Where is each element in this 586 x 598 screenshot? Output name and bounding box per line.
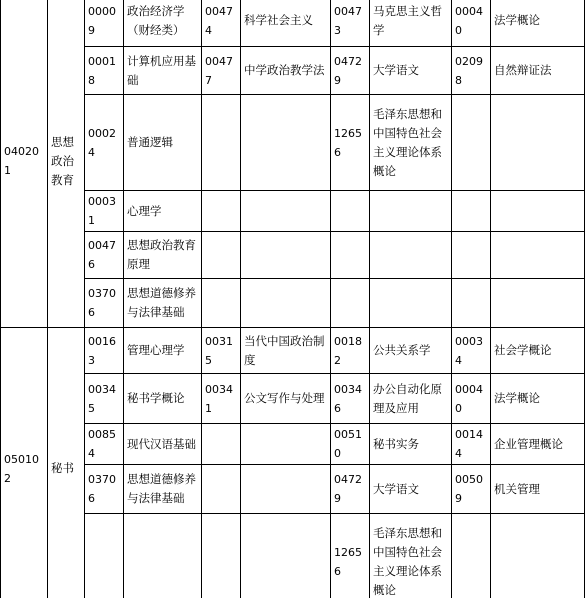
course-code: 00477 — [202, 47, 241, 95]
course-code: 12656 — [331, 514, 370, 598]
table-row — [1, 191, 585, 232]
course-code: 00034 — [452, 328, 491, 374]
course-code: 00345 — [85, 374, 124, 424]
course-code: 00040 — [452, 374, 491, 424]
course-name — [370, 279, 452, 328]
course-code — [452, 191, 491, 232]
course-code: 00040 — [452, 0, 491, 47]
course-code: 00009 — [85, 0, 124, 47]
course-code: 04729 — [331, 465, 370, 514]
course-name: 管理心理学 — [124, 328, 202, 374]
course-code — [202, 279, 241, 328]
course-name: 思想道德修养与法律基础 — [124, 465, 202, 514]
course-code: 00476 — [85, 232, 124, 279]
course-code: 04729 — [331, 47, 370, 95]
course-code: 00018 — [85, 47, 124, 95]
course-name — [241, 191, 331, 232]
course-name: 法学概论 — [491, 0, 585, 47]
course-code: 00473 — [331, 0, 370, 47]
course-code — [452, 279, 491, 328]
table-row — [1, 465, 585, 514]
course-name: 心理学 — [124, 191, 202, 232]
course-name: 法学概论 — [491, 374, 585, 424]
course-code: 00341 — [202, 374, 241, 424]
course-code — [202, 424, 241, 465]
course-code: 00346 — [331, 374, 370, 424]
course-name — [241, 279, 331, 328]
table-row — [1, 47, 585, 95]
course-code — [202, 95, 241, 191]
course-code — [202, 232, 241, 279]
table-row — [1, 374, 585, 424]
course-name: 大学语文 — [370, 465, 452, 514]
course-name: 毛泽东思想和中国特色社会主义理论体系概论 — [370, 514, 452, 598]
course-code: 03706 — [85, 465, 124, 514]
course-name — [491, 232, 585, 279]
course-name: 中学政治教学法 — [241, 47, 331, 95]
course-name — [241, 514, 331, 598]
course-code — [331, 191, 370, 232]
course-name: 思想道德修养与法律基础 — [124, 279, 202, 328]
course-code: 03706 — [85, 279, 124, 328]
course-code — [452, 232, 491, 279]
course-code: 12656 — [331, 95, 370, 191]
course-name: 社会学概论 — [491, 328, 585, 374]
course-code: 02098 — [452, 47, 491, 95]
course-code — [331, 232, 370, 279]
course-code — [331, 279, 370, 328]
course-code: 00024 — [85, 95, 124, 191]
course-code: 00031 — [85, 191, 124, 232]
course-name: 政治经济学（财经类） — [124, 0, 202, 47]
course-name: 思想政治教育原理 — [124, 232, 202, 279]
course-name: 大学语文 — [370, 47, 452, 95]
course-name: 计算机应用基础 — [124, 47, 202, 95]
course-code — [202, 191, 241, 232]
course-name — [491, 514, 585, 598]
course-name — [241, 465, 331, 514]
table-row — [1, 424, 585, 465]
course-name — [370, 232, 452, 279]
course-name: 秘书学概论 — [124, 374, 202, 424]
course-name: 现代汉语基础 — [124, 424, 202, 465]
course-code — [85, 514, 124, 598]
course-name: 自然辩证法 — [491, 47, 585, 95]
course-name: 秘书实务 — [370, 424, 452, 465]
course-name — [370, 191, 452, 232]
course-name: 普通逻辑 — [124, 95, 202, 191]
course-code: 00854 — [85, 424, 124, 465]
course-code: 00144 — [452, 424, 491, 465]
major-code: 040201 — [1, 0, 48, 328]
course-name — [124, 514, 202, 598]
course-name: 公共关系学 — [370, 328, 452, 374]
table-row — [1, 514, 585, 598]
table-row — [1, 95, 585, 191]
course-name — [491, 191, 585, 232]
course-code — [202, 514, 241, 598]
course-code: 00510 — [331, 424, 370, 465]
table-row — [1, 279, 585, 328]
course-code: 00163 — [85, 328, 124, 374]
course-name: 机关管理 — [491, 465, 585, 514]
course-name — [241, 95, 331, 191]
major-name: 思想政治教育 — [48, 0, 85, 328]
table-row — [1, 0, 585, 47]
major-code: 050102 — [1, 328, 48, 598]
course-name — [491, 95, 585, 191]
course-code: 00182 — [331, 328, 370, 374]
course-name — [241, 424, 331, 465]
course-code — [452, 95, 491, 191]
course-code — [202, 465, 241, 514]
course-name: 公文写作与处理 — [241, 374, 331, 424]
course-code: 00315 — [202, 328, 241, 374]
table-row — [1, 328, 585, 374]
course-code: 00474 — [202, 0, 241, 47]
course-name: 办公自动化原理及应用 — [370, 374, 452, 424]
course-name: 科学社会主义 — [241, 0, 331, 47]
course-name — [491, 279, 585, 328]
course-name: 马克思主义哲学 — [370, 0, 452, 47]
course-code — [452, 514, 491, 598]
course-name: 企业管理概论 — [491, 424, 585, 465]
course-name — [241, 232, 331, 279]
major-name: 秘书 — [48, 328, 85, 598]
course-name: 毛泽东思想和中国特色社会主义理论体系概论 — [370, 95, 452, 191]
table-row — [1, 232, 585, 279]
course-code: 00509 — [452, 465, 491, 514]
course-name: 当代中国政治制度 — [241, 328, 331, 374]
